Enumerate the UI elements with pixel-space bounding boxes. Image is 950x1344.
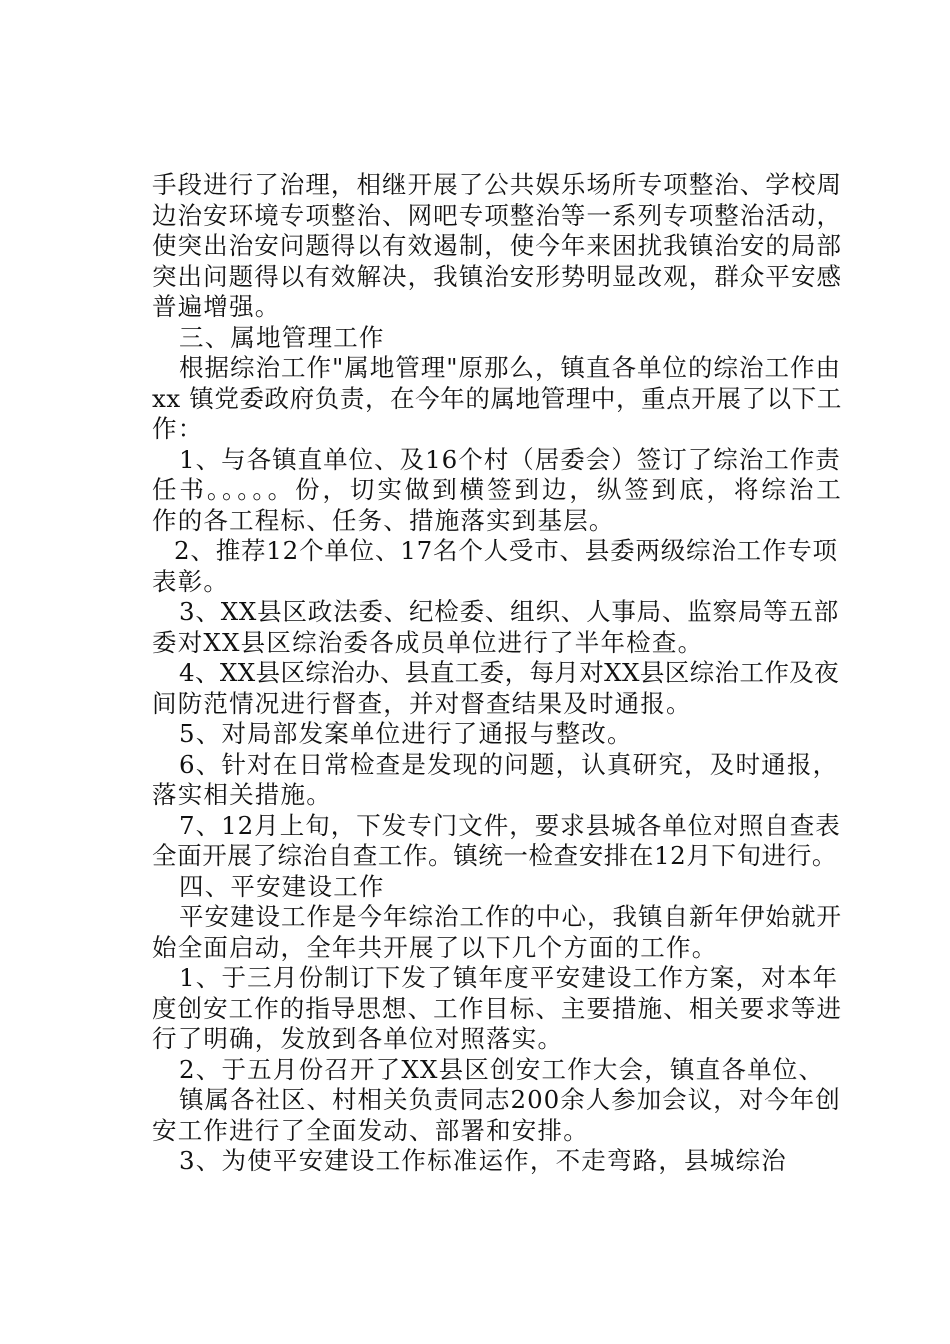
text-line: 作： xyxy=(152,414,204,443)
list-item: 2、推荐12个单位、17名个人受市、县委两级综治工作专项 xyxy=(174,536,838,565)
text-line: 安工作进行了全面发动、部署和安排。 xyxy=(152,1115,589,1145)
list-item: 7、12月上旬，下发专门文件，要求县城各单位对照自查表 xyxy=(179,810,841,840)
text-line: 镇属各社区、村相关负责同志200余人参加会议，对今年创 xyxy=(179,1085,841,1114)
list-item: 4、XX县区综治办、县直工委，每月对XX县区综治工作及夜 xyxy=(179,658,840,687)
text-line: 普遍增强。 xyxy=(152,292,281,321)
list-item: 1、与各镇直单位、及16个村（居委会）签订了综治工作责 xyxy=(179,444,841,474)
text-line: xx 镇党委政府负责，在今年的属地管理中，重点开展了以下工 xyxy=(152,383,842,413)
text-line: 委对XX县区综治委各成员单位进行了半年检查。 xyxy=(152,627,704,657)
text-line: 任书。。。。。份，切实做到横签到边，纵签到底，将综治工 xyxy=(152,475,842,504)
document-body xyxy=(152,170,842,1177)
text-line: 度创安工作的指导思想、工作目标、主要措施、相关要求等进 xyxy=(152,993,842,1023)
text-line: 表彰。 xyxy=(152,566,230,596)
list-item: 3、XX县区政法委、纪检委、组织、人事局、监察局等五部 xyxy=(179,597,840,626)
text-line: 始全面启动，全年共开展了以下几个方面的工作。 xyxy=(152,932,718,962)
text-line: 使突出治安问题得以有效遏制，使今年来困扰我镇治安的局部 xyxy=(152,231,842,260)
text-line: 根据综治工作"属地管理"原那么，镇直各单位的综治工作由 xyxy=(179,353,842,382)
text-line: 间防范情况进行督查，并对督查结果及时通报。 xyxy=(152,688,692,718)
text-line: 手段进行了治理，相继开展了公共娱乐场所专项整治、学校周 xyxy=(152,170,842,199)
text-line: 作的各工程标、任务、措施落实到基层。 xyxy=(152,505,615,535)
list-item: 3、为使平安建设工作标准运作，不走弯路，县城综治 xyxy=(179,1146,787,1175)
section-heading: 四、平安建设工作 xyxy=(179,871,385,901)
text-line: 全面开展了综治自查工作。镇统一检查安排在12月下旬进行。 xyxy=(152,841,837,870)
text-line: 突出问题得以有效解决，我镇治安形势明显改观，群众平安感 xyxy=(152,261,842,291)
text-line: 平安建设工作是今年综治工作的中心，我镇自新年伊始就开 xyxy=(179,902,842,931)
list-item: 5、对局部发案单位进行了通报与整改。 xyxy=(179,719,633,748)
section-heading: 三、属地管理工作 xyxy=(179,322,385,352)
text-line: 落实相关措施。 xyxy=(152,780,332,809)
text-line: 行了明确，发放到各单位对照落实。 xyxy=(152,1024,564,1053)
list-item: 1、于三月份制订下发了镇年度平安建设工作方案，对本年 xyxy=(179,963,839,992)
list-item: 6、针对在日常检查是发现的问题，认真研究，及时通报， xyxy=(179,749,839,779)
list-item: 2、于五月份召开了XX县区创安工作大会，镇直各单位、 xyxy=(179,1054,825,1084)
text-line: 边治安环境专项整治、网吧专项整治等一系列专项整治活动， xyxy=(152,200,842,230)
